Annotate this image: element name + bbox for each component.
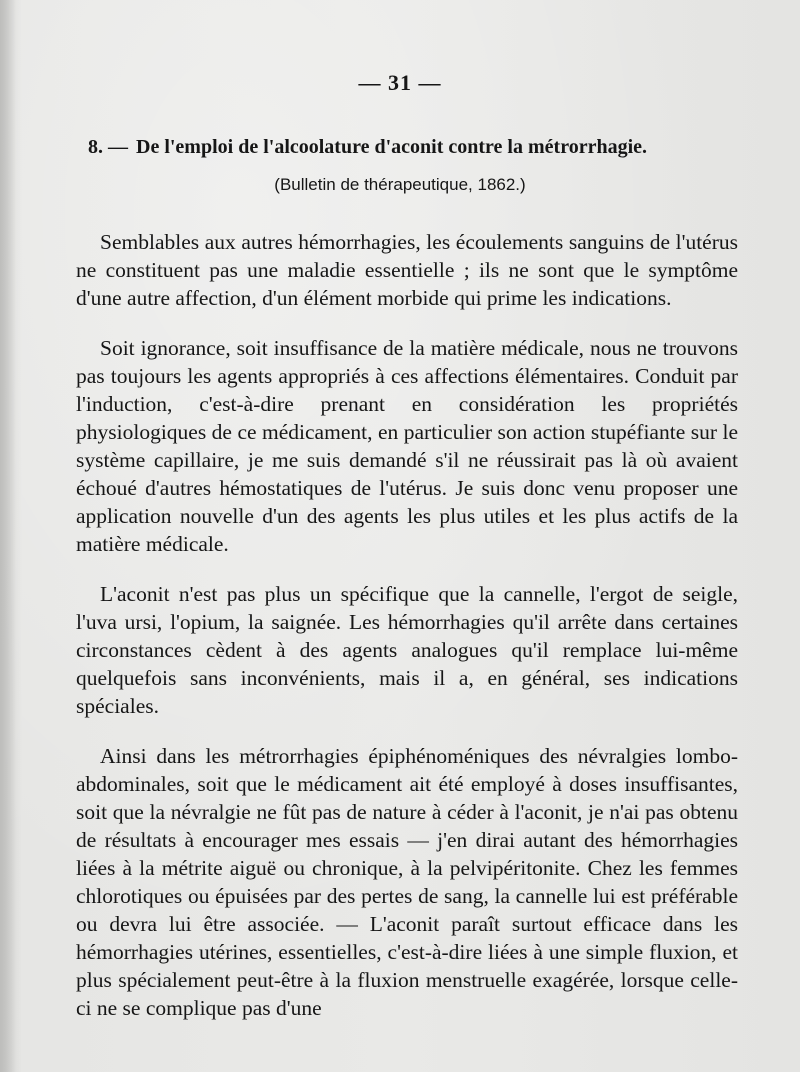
- page-number: — 31 —: [358, 70, 442, 95]
- section-heading: [88, 136, 728, 159]
- paragraph-3: L'aconit n'est pas plus un spécifique que la cannelle, l'ergot de seigle, l'uva ursi, l'opium, la saignée. Les hémorrhagies qu'il arrête dans certaines circonstances cèdent à des agents analogues qu'il remplace lui-même quelquefois sans inconvénients, mais il a, en général, ses indications spéciales.: [76, 582, 738, 718]
- paragraph-1: Semblables aux autres hémorrhagies, les écoulements sanguins de l'utérus ne constituent pas une maladie essentielle ; ils ne sont que le symptôme d'une autre affection, d'un élément morbide qui prime les indications.: [76, 230, 738, 310]
- paragraph-2: Soit ignorance, soit insuffisance de la matière médicale, nous ne trouvons pas toujours les agents appropriés à ces affections élémentaires. Conduit par l'induction, c'est-à-dire prenant en considération les propriétés physiologiques de ce médicament, en particulier son action stupéfiante sur le système capillaire, je me suis demandé s'il ne réussirait pas là où avaient échoué d'autres hémostatiques de l'utérus. Je suis donc venu proposer une application nouvelle d'un des agents les plus utiles et les plus actifs de la matière médicale.: [76, 336, 738, 556]
- section-title: De l'emploi de l'alcoolature d'aconit contre la métrorrhagie.: [136, 136, 648, 158]
- page-binding-shadow: [0, 0, 16, 1072]
- section-number: 8. —: [88, 136, 128, 158]
- source-citation: (Bulletin de thérapeutique, 1862.): [274, 175, 526, 194]
- paragraph-4: Ainsi dans les métrorrhagies épiphénoméniques des névralgies lombo-abdominales, soit que le médicament ait été employé à doses insuffisantes, soit que la névralgie ne fût pas de nature à céder à l'aconit, je n'ai pas obtenu de résultats à encourager mes essais — j'en dirai autant des hémorrhagies liées à la métrite aiguë ou chronique, à la pelvipéritonite. Chez les femmes chlorotiques ou épuisées par des pertes de sang, la cannelle lui est préférable ou devra lui être associée. — L'aconit paraît surtout efficace dans les hémorrhagies utérines, essentielles, c'est-à-dire liées à une simple fluxion, et plus spécialement peut-être à la fluxion menstruelle exagérée, lorsque celle-ci ne se complique pas d'une: [76, 744, 738, 1020]
- body-text: [76, 228, 738, 1044]
